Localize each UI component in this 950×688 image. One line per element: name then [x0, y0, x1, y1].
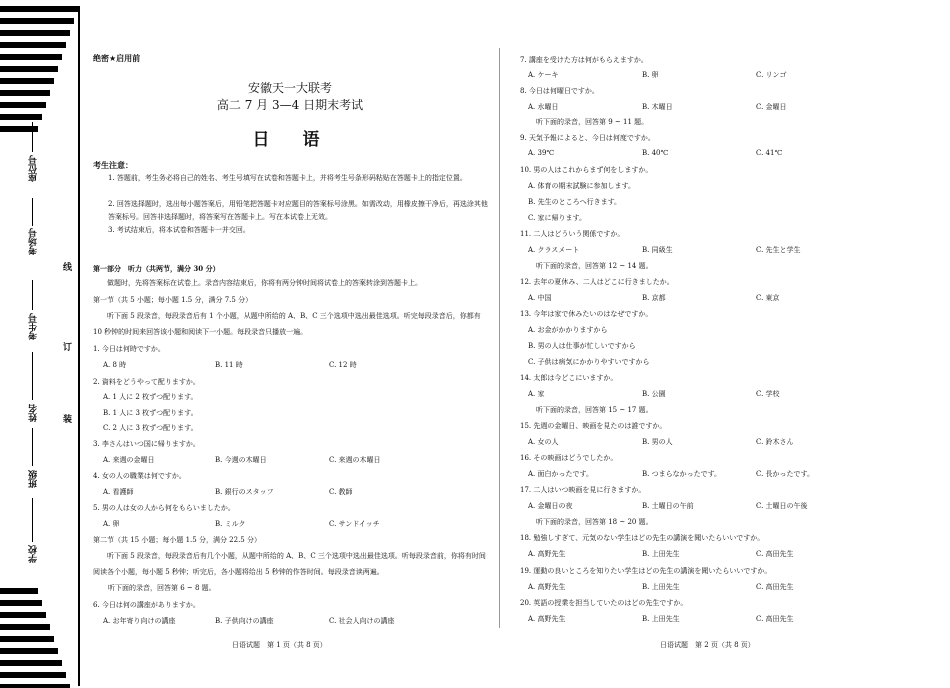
option-c: C. 子供は病気にかかりやすいですから — [528, 358, 650, 366]
seat-number-line — [32, 122, 33, 152]
question: 12. 去年の夏休み、二人はどこに行きましたか。 — [520, 278, 674, 286]
option-b: B. 銀行のスタッフ — [215, 488, 274, 496]
option-b: B. 先生のところへ行きます。 — [528, 198, 622, 206]
question: 10. 男の人はこれからまず何をしますか。 — [520, 166, 653, 174]
exam-title: 高二 7 月 3—4 日期末考试 — [216, 98, 364, 112]
option-b: B. 同級生 — [642, 246, 673, 254]
question: 14. 太郎は今どこにいますか。 — [520, 374, 618, 382]
section2-instructions: 听下面 5 段录音，每段录音后有几个小题，从题中所给的 A、B、C 三个选项中选出最佳选项。听每段录音前，你将有时间阅读各个小题，每小题 5 秒钟；听完后，各小题将给出 5 秒钟的作答时间。每段录音读两遍。 — [93, 552, 486, 576]
option-a: A. クラスメート — [528, 246, 580, 254]
option-c: C. 鈴木さん — [756, 438, 794, 446]
binding-mark-zhuang: 装 — [63, 415, 73, 425]
section1-heading: 第一节（共 5 小题；每小题 1.5 分，满分 7.5 分） — [93, 296, 253, 304]
part1-heading: 第一部分 听力（共两节，满分 30 分） — [93, 264, 220, 273]
option-b: B. つまらなかったです。 — [642, 470, 722, 478]
option-c: C. サンドイッチ — [329, 520, 380, 528]
option-a: A. ケーキ — [528, 71, 559, 79]
option-a: A. 面白かったです。 — [528, 470, 593, 478]
question: 7. 講座を受けた方は何がもらえますか。 — [520, 56, 648, 64]
page-footer-left: 日语试题 第 1 页（共 8 页） — [232, 641, 327, 649]
secret-label: 绝密★启用前 — [93, 54, 141, 63]
option-c: C. 社会人向けの講座 — [329, 617, 395, 625]
question: 1. 今日は何時ですか。 — [93, 345, 165, 353]
option-a: A. 高野先生 — [528, 550, 566, 558]
option-c: C. 41℃ — [756, 149, 783, 157]
exam-organizer: 安徽天一大联考 — [247, 81, 332, 95]
option-b: B. 40℃ — [642, 149, 669, 157]
option-b: B. 公園 — [642, 390, 666, 398]
class-label: 班级 — [29, 470, 39, 488]
note-item: 1. 答题前，考生务必将自己的姓名、考生号填写在试卷和答题卡上，并将考生号条形码粘贴在答题卡上的指定位置。 — [108, 174, 467, 182]
column-divider — [499, 48, 500, 628]
option-b: B. 京都 — [642, 294, 666, 302]
option-c: C. 金曜日 — [756, 103, 787, 111]
option-c: C. リンゴ — [756, 71, 787, 79]
option-b: B. 卵 — [642, 71, 659, 79]
option-b: B. 男の人は仕事が忙しいですから — [528, 342, 636, 350]
seat-number-label: 座位号 — [29, 155, 39, 182]
listen-note: 听下面的录音，回答第 15 ~ 17 题。 — [536, 406, 653, 414]
name-line — [32, 352, 33, 400]
option-b: B. ミルク — [215, 520, 246, 528]
school-label: 学校 — [29, 545, 39, 563]
exam-room-line — [32, 198, 33, 226]
option-a: A. お金がかかりますから — [528, 326, 608, 334]
page-footer-right: 日语试题 第 2 页（共 8 页） — [660, 641, 755, 649]
candidate-number-line — [32, 280, 33, 310]
question: 2. 資料をどうやって配りますか。 — [93, 378, 200, 386]
part1-intro: 做题时，先将答案标在试卷上。录音内容结束后，你将有两分钟时间将试卷上的答案转涂到答题卡上。 — [107, 279, 422, 287]
name-label: 姓名 — [29, 404, 39, 422]
question: 16. その映画はどうでしたか。 — [520, 454, 618, 462]
note-item: 3. 考试结束后，将本试卷和答题卡一并交回。 — [108, 226, 250, 234]
option-a: A. 来週の金曜日 — [103, 456, 155, 464]
exam-room-label: 考场号 — [29, 228, 39, 255]
option-b: B. 土曜日の午前 — [642, 502, 694, 510]
question: 5. 男の人は女の人から何をもらいましたか。 — [93, 504, 235, 512]
option-b: B. 男の人 — [642, 438, 673, 446]
option-a: A. 中国 — [528, 294, 552, 302]
option-a: A. 高野先生 — [528, 615, 566, 623]
option-c: C. 先生と学生 — [756, 246, 801, 254]
option-a: A. 39℃ — [528, 149, 555, 157]
question: 18. 勉強しすぎて、元気のない学生はどの先生の講演を聞いたらいいですか。 — [520, 534, 765, 542]
option-b: B. 上田先生 — [642, 583, 680, 591]
option-c: C. 来週の木曜日 — [329, 456, 381, 464]
subject-title: 日 语 — [252, 130, 328, 150]
option-c: C. 学校 — [756, 390, 780, 398]
option-b: B. 上田先生 — [642, 550, 680, 558]
option-b: B. 子供向けの講座 — [215, 617, 274, 625]
option-b: B. 11 時 — [215, 361, 243, 369]
note-item: 2. 回答选择题时，选出每小题答案后，用铅笔把答题卡对应题目的答案标号涂黑。如需改动，用橡皮擦干净后，再选涂其他答案标号。回答非选择题时，将答案写在答题卡上。写在本试卷上无效。 — [108, 200, 488, 221]
listen-note: 听下面的录音，回答第 6 ~ 8 题。 — [108, 584, 216, 592]
class-line — [32, 428, 33, 466]
binding-mark-ding: 订 — [63, 343, 73, 353]
option-a: A. 高野先生 — [528, 583, 566, 591]
option-a: A. 8 時 — [103, 361, 127, 369]
listen-note: 听下面的录音，回答第 9 ~ 11 题。 — [536, 118, 649, 126]
option-c: C. 高田先生 — [756, 550, 794, 558]
option-b: B. 上田先生 — [642, 615, 680, 623]
option-c: C. 土曜日の午後 — [756, 502, 808, 510]
option-a: A. 水曜日 — [528, 103, 559, 111]
question: 13. 今年は家で休みたいのはなぜですか。 — [520, 310, 653, 318]
school-line — [32, 498, 33, 542]
listen-note: 听下面的录音，回答第 18 ~ 20 题。 — [536, 518, 653, 526]
question: 15. 先週の金曜日、映画を見たのは誰ですか。 — [520, 422, 667, 430]
question: 9. 天気予報によると、今日は何度ですか。 — [520, 134, 655, 142]
section2-heading: 第二节（共 15 小题；每小题 1.5 分，满分 22.5 分） — [93, 536, 261, 544]
option-a: A. 看護師 — [103, 488, 134, 496]
option-c: C. 高田先生 — [756, 583, 794, 591]
option-a: A. 1 人に 2 枚ずつ配ります。 — [103, 393, 198, 401]
question: 8. 今日は何曜日ですか。 — [520, 87, 599, 95]
option-c: C. 長かったです。 — [756, 470, 814, 478]
question: 6. 今日は何の講座がありますか。 — [93, 601, 200, 609]
question: 3. 李さんはいつ国に帰りますか。 — [93, 440, 200, 448]
question: 20. 英語の授業を担当していたのはどの先生ですか。 — [520, 599, 688, 607]
option-a: A. 家 — [528, 390, 545, 398]
binding-mark-xian: 线 — [63, 263, 73, 273]
option-a: A. お年寄り向けの講座 — [103, 617, 176, 625]
option-c: C. 12 時 — [329, 361, 357, 369]
listen-note: 听下面的录音，回答第 12 ~ 14 题。 — [536, 262, 653, 270]
option-c: C. 東京 — [756, 294, 780, 302]
option-b: B. 今週の木曜日 — [215, 456, 267, 464]
option-c: C. 2 人に 3 枚ずつ配ります。 — [103, 424, 198, 432]
question: 11. 二人はどういう関係ですか。 — [520, 230, 625, 238]
option-a: A. 金曜日の夜 — [528, 502, 573, 510]
question: 4. 女の人の職業は何ですか。 — [93, 472, 186, 480]
section1-instructions: 听下面 5 段录音，每段录音后有 1 个小题，从题中所给的 A、B、C 三个选项中选出最佳选项。听完每段录音后，你都有 10 秒钟的时间来回答该小题和阅读下一小题。每段录音只播放一遍。 — [93, 312, 481, 336]
option-a: A. 卵 — [103, 520, 120, 528]
notes-heading: 考生注意： — [93, 161, 133, 170]
option-c: C. 高田先生 — [756, 615, 794, 623]
question: 17. 二人はいつ映画を見に行きますか。 — [520, 486, 646, 494]
option-b: B. 木曜日 — [642, 103, 673, 111]
option-a: A. 体育の期末試験に参加します。 — [528, 182, 635, 190]
question: 19. 運動の良いところを知りたい学生はどの先生の講演を聞いたらいいですか。 — [520, 567, 772, 575]
option-c: C. 教師 — [329, 488, 353, 496]
option-c: C. 家に帰ります。 — [528, 214, 586, 222]
option-a: A. 女の人 — [528, 438, 559, 446]
binding-rule — [78, 6, 80, 686]
candidate-number-label: 考生号 — [29, 313, 39, 340]
option-b: B. 1 人に 3 枚ずつ配ります。 — [103, 409, 198, 417]
